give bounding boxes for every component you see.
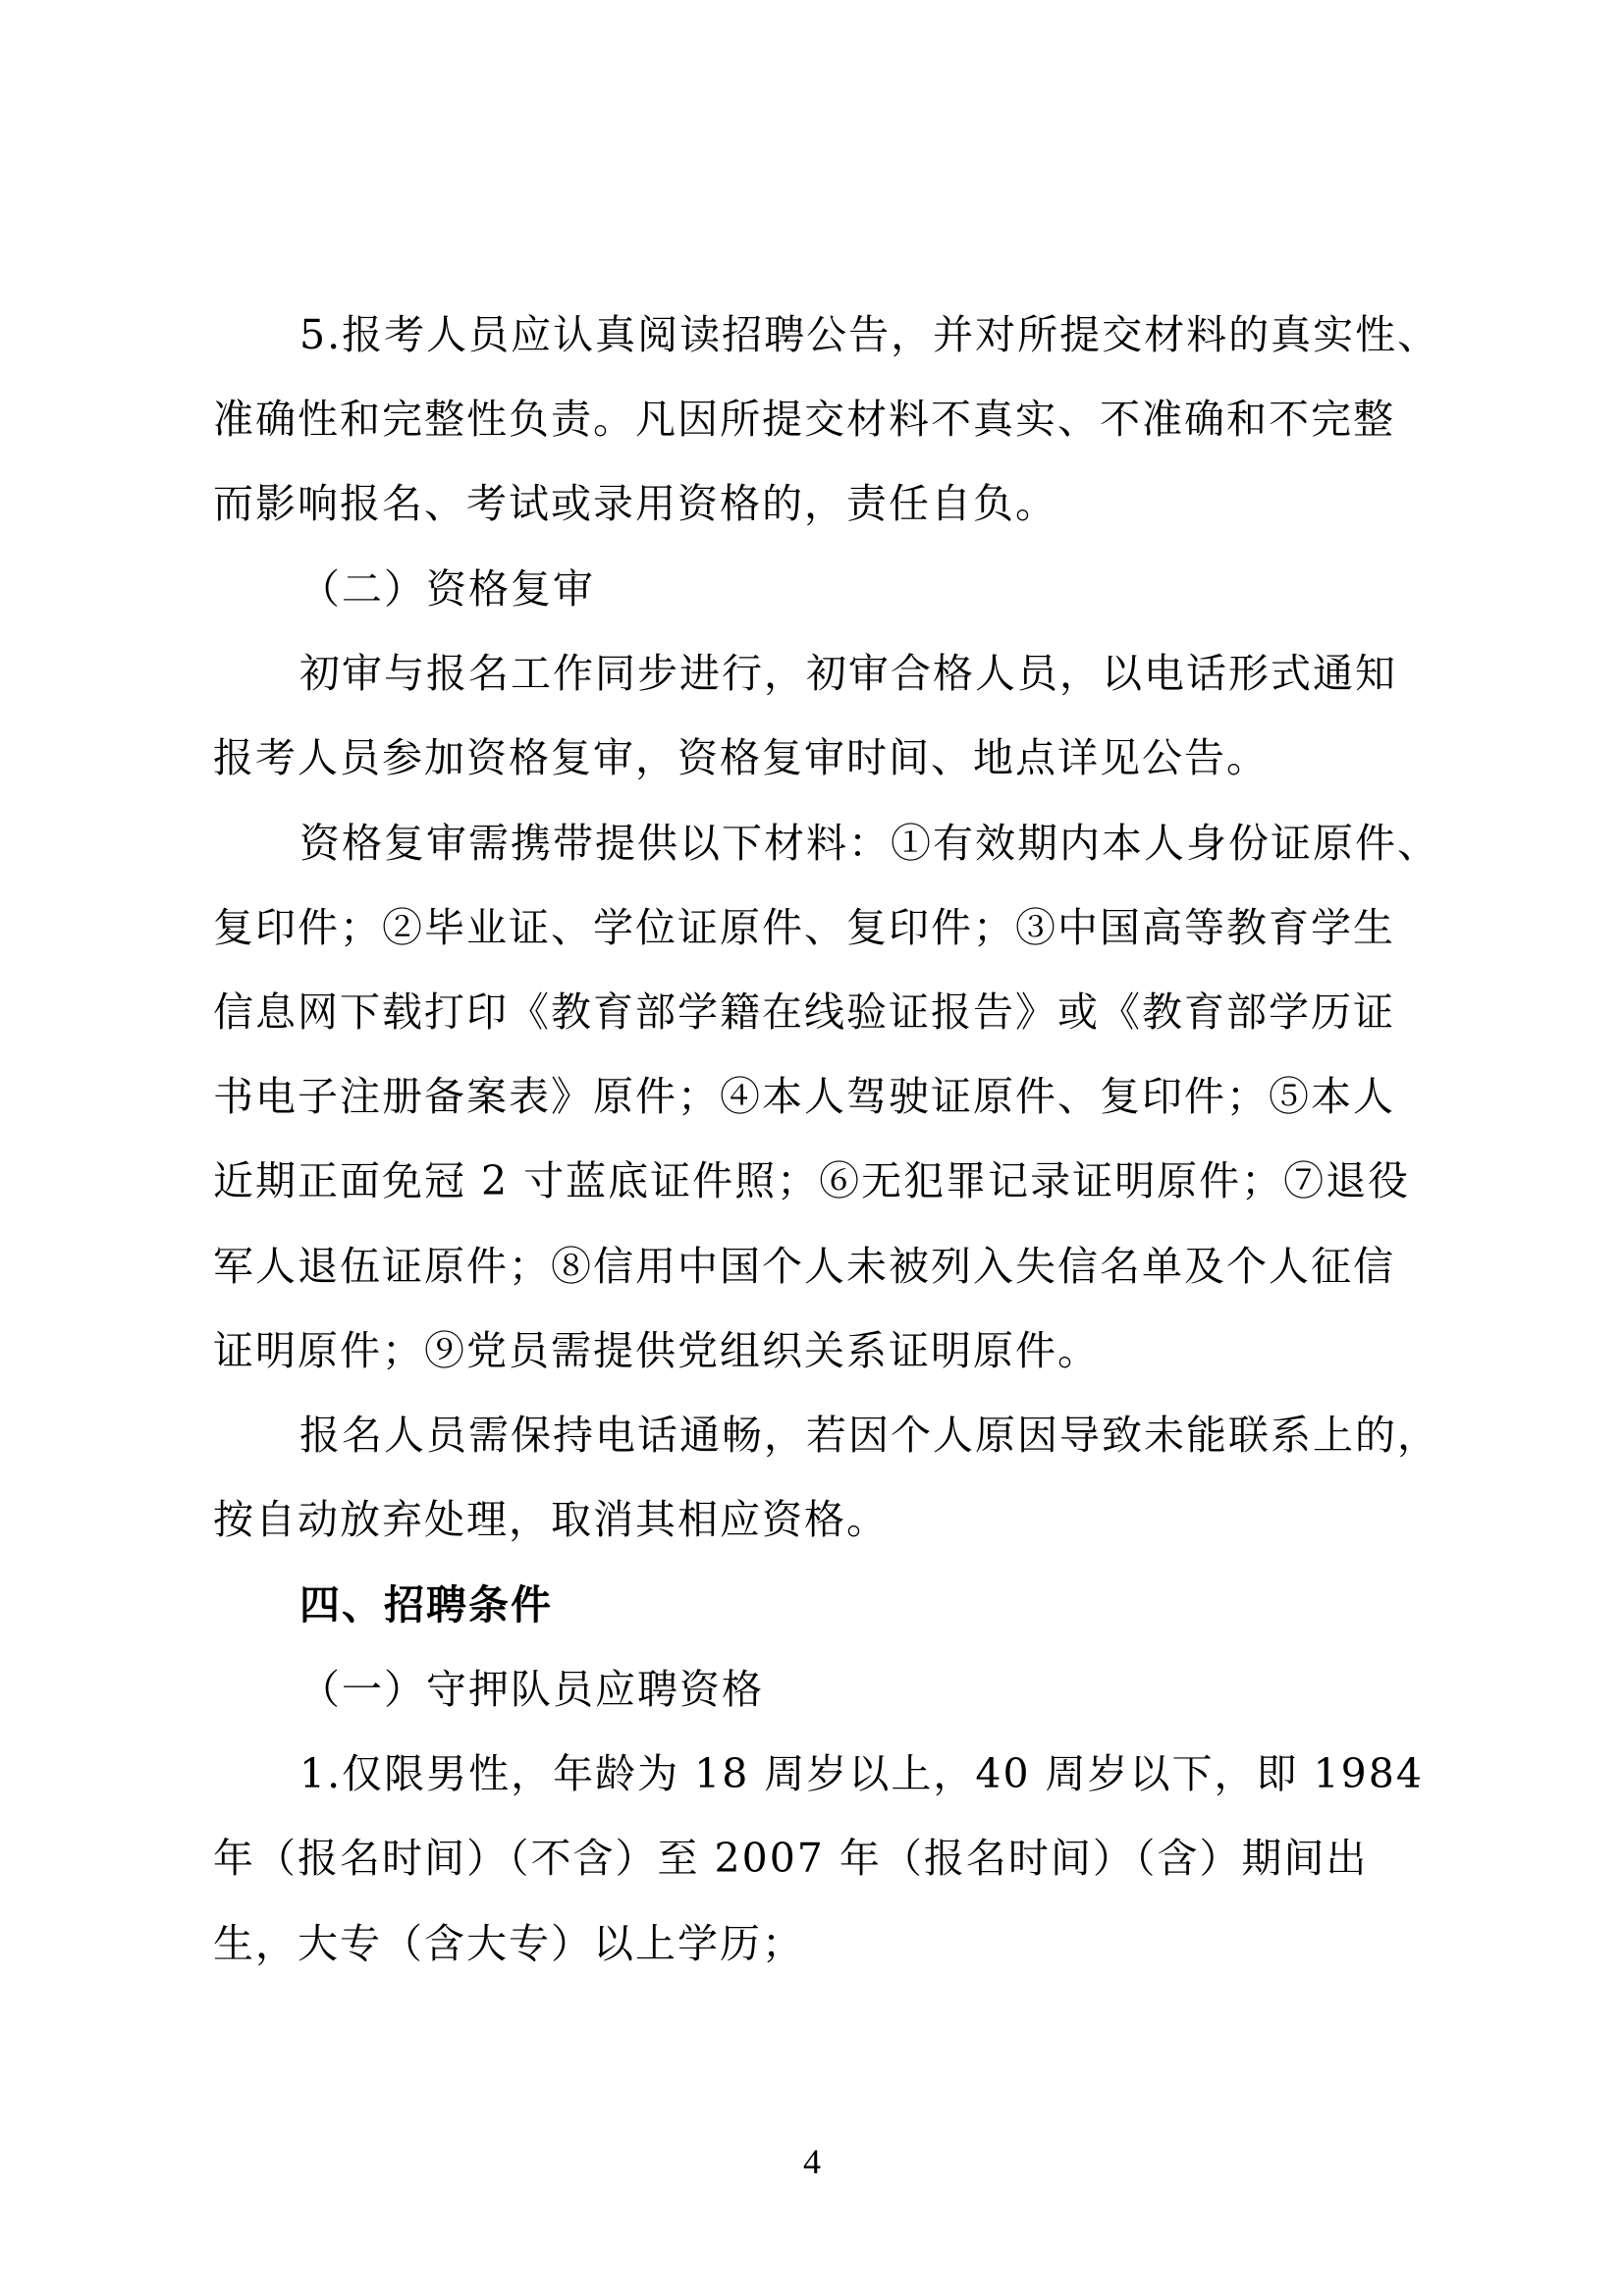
paragraph-5-line-2: 准确性和完整性负责。凡因所提交材料不真实、不准确和不完整 xyxy=(213,396,1395,443)
materials-paragraph-line-7: 证明原件；⑨党员需提供党组织关系证明原件。 xyxy=(213,1327,1100,1374)
condition-1-line-3: 生，大专（含大专）以上学历； xyxy=(213,1920,804,1967)
paragraph-5-line-3: 而影响报名、考试或录用资格的，责任自负。 xyxy=(213,480,1057,527)
subsection-heading-escort-qualifications: （一）守押队员应聘资格 xyxy=(299,1666,764,1713)
materials-paragraph-line-6: 军人退伍证原件；⑧信用中国个人未被列入失信名单及个人征信 xyxy=(213,1243,1395,1290)
materials-paragraph-line-5: 近期正面免冠 2 寸蓝底证件照；⑥无犯罪记录证明原件；⑦退役 xyxy=(213,1157,1411,1204)
review-paragraph-line-2: 报考人员参加资格复审，资格复审时间、地点详见公告。 xyxy=(213,734,1269,781)
condition-1-line-1: 1.仅限男性，年龄为 18 周岁以上，40 周岁以下，即 1984 xyxy=(299,1750,1424,1797)
materials-paragraph-line-4: 书电子注册备案表》原件；④本人驾驶证原件、复印件；⑤本人 xyxy=(213,1073,1395,1120)
contact-paragraph-line-2: 按自动放弃处理，取消其相应资格。 xyxy=(213,1496,889,1543)
section-heading-qualification-review: （二）资格复审 xyxy=(299,565,595,613)
paragraph-5-line-1: 5.报考人员应认真阅读招聘公告，并对所提交材料的真实性、 xyxy=(299,311,1440,358)
section-heading-recruitment-conditions: 四、招聘条件 xyxy=(299,1581,553,1629)
materials-paragraph-line-3: 信息网下载打印《教育部学籍在线验证报告》或《教育部学历证 xyxy=(213,988,1395,1036)
contact-paragraph-line-1: 报名人员需保持电话通畅，若因个人原因导致未能联系上的， xyxy=(299,1412,1439,1459)
materials-paragraph-line-2: 复印件；②毕业证、学位证原件、复印件；③中国高等教育学生 xyxy=(213,904,1395,951)
materials-paragraph-line-1: 资格复审需携带提供以下材料：①有效期内本人身份证原件、 xyxy=(299,820,1439,867)
page-number: 4 xyxy=(803,2142,821,2181)
review-paragraph-line-1: 初审与报名工作同步进行，初审合格人员，以电话形式通知 xyxy=(299,650,1397,697)
condition-1-line-2: 年（报名时间）（不含）至 2007 年（报名时间）（含）期间出 xyxy=(213,1835,1369,1882)
